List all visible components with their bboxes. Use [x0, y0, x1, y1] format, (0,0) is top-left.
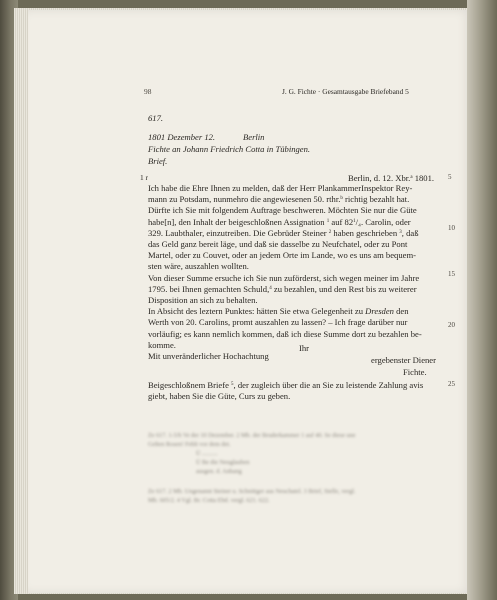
text-line: Mit unveränderlicher Hochachtung [148, 351, 269, 361]
running-title: J. G. Fichte · Gesamtausgabe Briefeband 5 [282, 87, 409, 96]
text-line: mann zu Potsdam, nunmehro die angewiesenen 50. rthr.$^b$ richtig bezahlt hat. [148, 194, 410, 205]
text-line: 329. Laubthaler, einzutreiben. Die Gebrüder Steiner $^2$ haben geschrieben $^3$, daß [148, 227, 419, 238]
letter-number: 617. [148, 113, 164, 123]
apparatus-line: ausgen. d. Anhang [196, 468, 242, 475]
signature: Fichte. [403, 367, 427, 377]
letter-type: Brief. [148, 156, 168, 166]
text-line: 1795. bei Ihnen gemachten Schuld,$^4$ zu bezahlen, und den Rest bis zu weiterer [148, 283, 417, 294]
letter-date: 1801 Dezember 12. [148, 132, 216, 142]
text-line: Martel, oder zu Couvet, oder an jedem Orte im Lande, wo es uns am bequem- [148, 250, 416, 261]
text-line: Ich habe die Ehre Ihnen zu melden, daß der Herr PlankammerInspektor Rey- [148, 183, 413, 193]
book-gutter [467, 0, 497, 600]
line-number: 15 [448, 270, 455, 278]
text-line: komme. [148, 339, 176, 350]
text-line: Beigeschloßnem Briefe $^5$, der zugleich über die an Sie zu leistende Zahlung avis [148, 380, 424, 390]
letter-dateline: Berlin, d. 12. Xbr.$^a$ 1801. [348, 173, 435, 183]
text-line: Werth von 20. Carolins, promt auszahlen zu lassen? – Ich frage darüber nur [148, 317, 408, 328]
apparatus-line: Ze 617. 2 Mb. Ungenannt Steiner u. Schnittger aus Neuchatel. 3 Brief, Stelle, vergl. [148, 488, 356, 495]
line-number: 25 [448, 380, 455, 388]
apparatus-line: Gelten Rosen! Fehlt vor dem det. [148, 441, 231, 448]
apparatus-line: Mb. 605/2. 4 Vgl. Br. Cotta Ebd. vergl. 621. 622. [148, 497, 270, 504]
folio-mark: 1 r [140, 173, 149, 182]
text-line: Von dieser Summe ersuche ich Sie nun zuförderst, sich wegen meiner im Jahre [148, 272, 420, 283]
apparatus-line: Ü .......... [196, 450, 218, 457]
line-number: 20 [448, 321, 455, 329]
closing-ihr: Ihr [299, 343, 310, 353]
text-line: sten wäre, auszahlen wollten. [148, 261, 249, 272]
text-line: Disposition an sich zu behalten. [148, 295, 258, 305]
closing-servant: ergebenster Diener [371, 355, 436, 365]
text-line: In Absicht des leztern Punktes: hätten Sie etwa Gelegenheit zu Dresden den [148, 306, 409, 317]
text-line: Dürfte ich Sie mit folgendem Auftrage beschweren. Möchten Sie nur die Güte [148, 205, 417, 216]
text-line: vorläufig; es kann nemlich kommen, daß ich diese Summe dort zu bezahlen be- [148, 328, 422, 339]
line-number: 10 [448, 224, 455, 232]
page-number: 98 [144, 87, 152, 96]
apparatus-line: Ü Be die Neuglauben [196, 459, 250, 466]
text-line: giebt, haben Sie die Güte, Curs zu geben. [148, 391, 291, 402]
text-line: habe[n], den Inhalt der beigeschloßnen Assignation $^1$ auf $82^1/_4$. Carolin, oder [148, 216, 411, 227]
letter-place: Berlin [243, 132, 265, 142]
apparatus-line: Ze 617. 1-5/b Ve der 10 Dezember. 2 Mb. der Bruderkammer 1 auf 40. Se diese une [148, 432, 356, 439]
letter-route: Fichte an Johann Friedrich Cotta in Tübingen. [148, 144, 311, 154]
text-line: das Geld ganz bereit läge, und daß sie dasselbe zu Neufchatel, oder zu Pont [148, 239, 408, 249]
line-number: 5 [448, 173, 452, 181]
